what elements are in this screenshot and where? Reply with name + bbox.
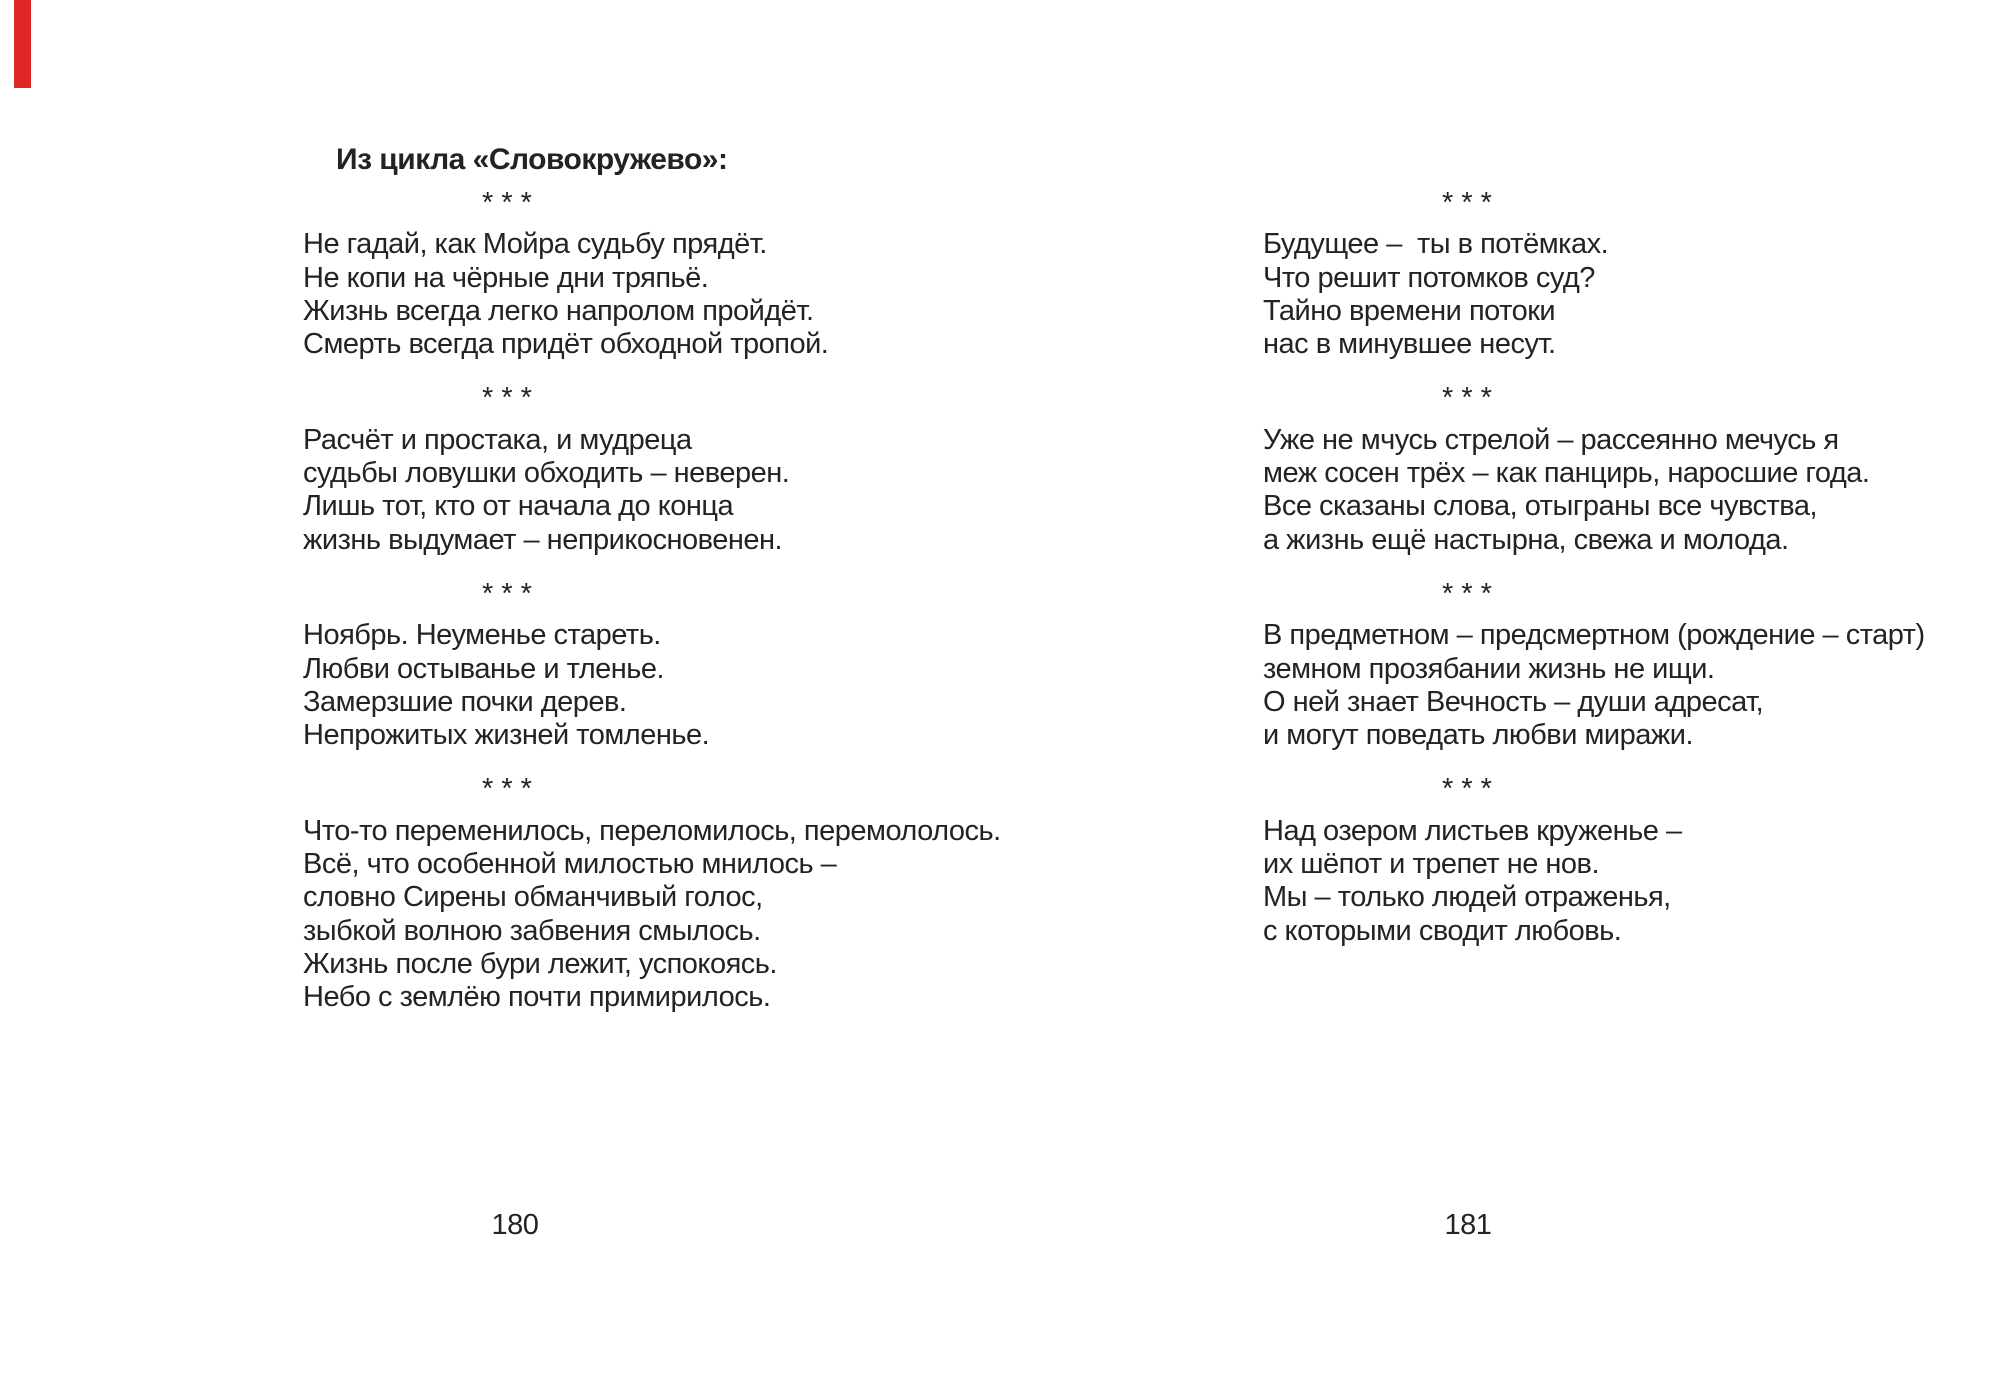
poem-line: словно Сирены обманчивый голос, [303, 881, 763, 914]
poem-line: Смерть всегда придёт обходной тропой. [303, 328, 829, 361]
poem-separator: * * * [482, 577, 532, 610]
poem-line: Не копи на чёрные дни тряпьё. [303, 261, 709, 294]
poem-line: Мы – только людей отраженья, [1263, 881, 1671, 914]
poem [1263, 773, 1983, 947]
poem-line: Жизнь всегда легко напролом пройдёт. [303, 294, 814, 327]
poem-line: Расчёт и простака, и мудреца [303, 423, 692, 456]
poem-separator: * * * [1442, 187, 1492, 219]
poem-line: их шёпот и трепет не нов. [1263, 848, 1599, 881]
poem [303, 382, 1043, 556]
poem-line: Будущее – ты в потёмках. [1263, 228, 1609, 261]
poem-line: и могут поведать любви миражи. [1263, 719, 1693, 752]
poem-line: Не гадай, как Мойра судьбу прядёт. [303, 228, 767, 261]
poem-line: Уже не мчусь стрелой – рассеянно мечусь я [1263, 423, 1839, 456]
poem-separator: * * * [1442, 382, 1492, 415]
poem [1263, 578, 1983, 752]
poem [303, 187, 1043, 361]
poem-line: с которыми сводит любовь. [1263, 914, 1622, 947]
poem-line: зыбкой волною забвения смылось. [303, 914, 761, 947]
right-page-poems [1263, 187, 1983, 969]
poem-line: Замерзшие почки дерев. [303, 685, 627, 718]
poem-line: земном прозябании жизнь не ищи. [1263, 652, 1715, 685]
poem-separator: * * * [1442, 577, 1492, 610]
poem-line: Что решит потомков суд? [1263, 261, 1595, 294]
poem-line: судьбы ловушки обходить – неверен. [303, 457, 790, 490]
poem-line: Жизнь после бури лежит, успокоясь. [303, 947, 777, 980]
cycle-title: Из цикла «Словокружево»: [336, 143, 728, 176]
red-bookmark-ribbon [14, 0, 31, 88]
poem-line: Всё, что особенной милостью мнилось – [303, 848, 837, 881]
poem-line: Небо с землёю почти примирилось. [303, 981, 771, 1014]
poem-line: Тайно времени потоки [1263, 294, 1556, 327]
poem-line: В предметном – предсмертном (рождение – старт) [1263, 619, 1925, 652]
poem-line: жизнь выдумает – неприкосновенен. [303, 523, 783, 556]
poem-line: Все сказаны слова, отыграны все чувства, [1263, 490, 1818, 523]
poem-line: Ноябрь. Неуменье стареть. [303, 619, 661, 652]
poem [1263, 187, 1983, 361]
poem-line: Любви остыванье и тленье. [303, 652, 665, 685]
poem-line: а жизнь ещё настырна, свежа и молода. [1263, 523, 1789, 556]
poem [1263, 382, 1983, 556]
poem [303, 773, 1043, 1014]
poem-separator: * * * [1442, 773, 1492, 806]
poem-separator: * * * [482, 773, 532, 806]
page-number-right: 181 [1444, 1209, 1492, 1241]
poem-line: Что-то переменилось, переломилось, перемололось. [303, 814, 1001, 847]
poem-line: Лишь тот, кто от начала до конца [303, 490, 734, 523]
poem-line: нас в минувшее несут. [1263, 328, 1556, 361]
poem-separator: * * * [482, 382, 532, 415]
poem-line: Над озером листьев круженье – [1263, 814, 1682, 847]
left-page-poems [303, 187, 1043, 1036]
poem [303, 578, 1043, 752]
poem-line: меж сосен трёх – как панцирь, наросшие года. [1263, 457, 1870, 490]
page-number-left: 180 [491, 1209, 539, 1241]
poem-line: Непрожитых жизней томленье. [303, 719, 710, 752]
poem-line: О ней знает Вечность – души адресат, [1263, 685, 1764, 718]
poem-separator: * * * [482, 187, 532, 219]
